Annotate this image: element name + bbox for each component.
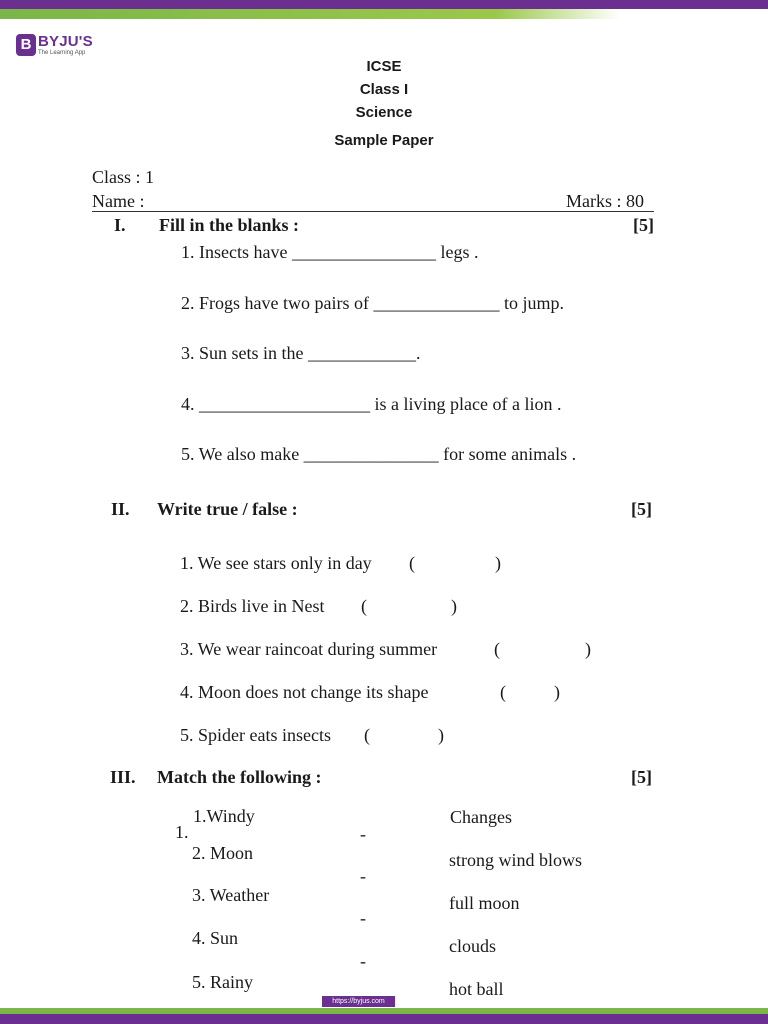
brand-tagline: The Learning App <box>38 50 86 56</box>
top-color-bar <box>0 0 768 19</box>
answer-open-paren: ( <box>364 725 370 745</box>
byjus-logo <box>16 34 93 57</box>
true-false-item: 3. We wear raincoat during summer <box>180 639 438 659</box>
name-label: Name : <box>92 191 145 211</box>
match-right-item: Changes <box>450 807 512 827</box>
true-false-item: 5. Spider eats insects <box>180 725 331 745</box>
match-left-item: 1.Windy <box>193 806 255 826</box>
header-class: Class I <box>359 81 409 98</box>
answer-close-paren: ) <box>451 596 457 616</box>
match-dash: - <box>360 824 366 844</box>
answer-close-paren: ) <box>554 682 560 702</box>
bottom-purple-stripe <box>0 1014 768 1024</box>
header-board: ICSE <box>366 58 402 75</box>
bottom-color-bar <box>0 1008 768 1024</box>
fill-blank-item: 2. Frogs have two pairs of ______________ to jump. <box>181 293 564 313</box>
section-2-title: Write true / false : <box>157 499 298 519</box>
top-green-stripe <box>0 9 620 19</box>
true-false-item: 2. Birds live in Nest <box>180 596 325 616</box>
name-underline <box>92 211 654 212</box>
match-dash: - <box>360 866 366 886</box>
answer-open-paren: ( <box>500 682 506 702</box>
header-subject: Science <box>355 104 413 121</box>
section-1-number: I. <box>114 215 126 235</box>
section-3-number: III. <box>110 767 136 787</box>
match-right-item: hot ball <box>449 979 504 999</box>
answer-close-paren: ) <box>438 725 444 745</box>
match-right-item: strong wind blows <box>449 850 583 870</box>
match-right-item: full moon <box>449 893 520 913</box>
byjus-logo-text <box>38 34 93 57</box>
match-left-item: 3. Weather <box>192 885 270 905</box>
true-false-item: 4. Moon does not change its shape <box>180 682 429 702</box>
section-1-marks: [5] <box>633 215 654 235</box>
fill-blank-item: 3. Sun sets in the ____________. <box>181 343 421 363</box>
answer-open-paren: ( <box>494 639 500 659</box>
top-purple-stripe <box>0 0 768 9</box>
match-left-item: 4. Sun <box>192 928 239 948</box>
answer-open-paren: ( <box>361 596 367 616</box>
fill-blank-item: 4. ___________________ is a living place of a lion . <box>181 394 562 414</box>
match-dash: - <box>360 908 366 928</box>
match-left-item: 2. Moon <box>192 843 254 863</box>
answer-close-paren: ) <box>585 639 591 659</box>
answer-open-paren: ( <box>409 553 415 573</box>
section-2-marks: [5] <box>631 499 652 519</box>
section-3-title: Match the following : <box>157 767 322 787</box>
section-2-number: II. <box>111 499 130 519</box>
brand-name: BYJU'S <box>38 33 93 50</box>
section-3-marks: [5] <box>631 767 652 787</box>
match-left-item: 5. Rainy <box>192 972 253 992</box>
stray-number: 1. <box>175 822 189 842</box>
byjus-logo-icon: B <box>16 34 36 56</box>
true-false-item: 1. We see stars only in day <box>180 553 372 573</box>
footer-url[interactable]: https://byjus.com <box>322 996 395 1007</box>
marks-label: Marks : 80 <box>566 191 644 211</box>
class-label: Class : 1 <box>92 167 155 187</box>
fill-blank-item: 5. We also make _______________ for some animals . <box>181 444 577 464</box>
answer-close-paren: ) <box>495 553 501 573</box>
match-dash: - <box>360 951 366 971</box>
section-1-title: Fill in the blanks : <box>159 215 300 235</box>
header-paper: Sample Paper <box>334 132 434 149</box>
match-right-item: clouds <box>449 936 496 956</box>
fill-blank-item: 1. Insects have ________________ legs . <box>181 242 479 262</box>
